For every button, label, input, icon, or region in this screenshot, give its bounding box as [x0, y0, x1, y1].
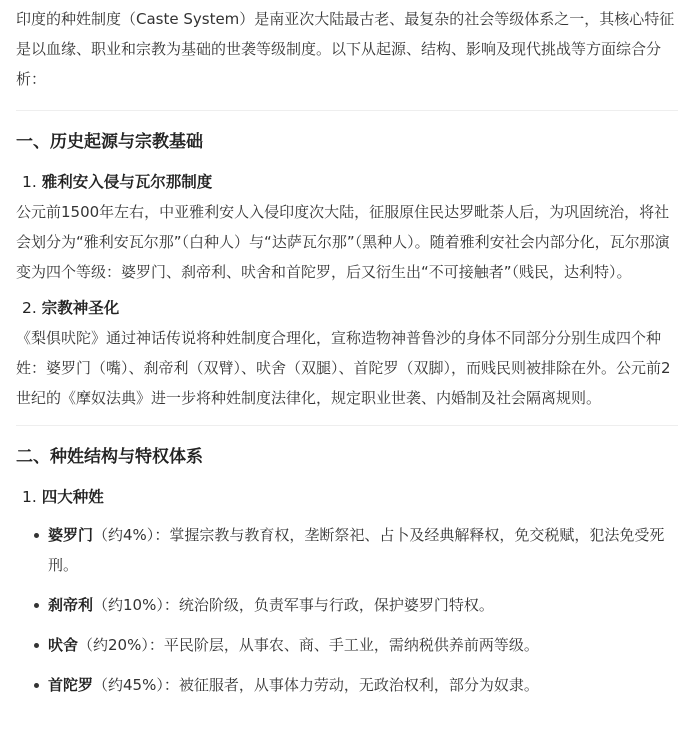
section1-sub2-heading [16, 293, 678, 323]
caste-name: 婆罗门 [48, 526, 94, 544]
caste-desc: ：被征服者，从事体力劳动，无政治权利，部分为奴隶。 [163, 676, 539, 694]
list-item [16, 590, 678, 620]
list-item [16, 630, 678, 660]
section2-sub1-heading [16, 482, 678, 512]
section1-sub1-heading [16, 167, 678, 197]
list-item [16, 520, 678, 580]
section1-sub1-title: 雅利安入侵与瓦尔那制度 [41, 173, 213, 191]
caste-share: （约45%） [93, 676, 164, 694]
section1-sub1-body: 公元前1500年左右，中亚雅利安人入侵印度次大陆，征服原住民达罗毗荼人后，为巩固统治，将社会划分为“雅利安瓦尔那”（白种人）与“达萨瓦尔那”（黑种人）。随着雅利安社会内部分化，瓦尔那演变为四个等级：婆罗门、刹帝利、吠舍和首陀罗，后又衍生出“不可接触者”（贱民，达利特）。 [16, 203, 670, 281]
section1-sub2-number: 2. [22, 299, 37, 317]
divider [16, 425, 678, 426]
caste-share: （约4%） [93, 526, 155, 544]
divider [16, 110, 678, 111]
section1-sub1-number: 1. [22, 173, 37, 191]
caste-desc: ：统治阶级，负责军事与行政，保护婆罗门特权。 [163, 596, 494, 614]
section1-title: 一、历史起源与宗教基础 [16, 132, 203, 152]
section2-sub1-number: 1. [22, 488, 37, 506]
bullet-icon [34, 533, 39, 538]
section1-sub2-body: 《梨俱吠陀》通过神话传说将种姓制度合理化，宣称造物神普鲁沙的身体不同部分分别生成四个种姓：婆罗门（嘴）、刹帝利（双臂）、吠舍（双腿）、首陀罗（双脚），而贱民则被排除在外。公元前2世纪的《摩奴法典》进一步将种姓制度法律化，规定职业世袭、内婚制及社会隔离规则。 [16, 329, 671, 407]
caste-share: （约10%） [93, 596, 164, 614]
caste-name: 吠舍 [48, 636, 79, 654]
caste-desc: ：平民阶层，从事农、商、手工业，需纳税供养前两等级。 [148, 636, 539, 654]
section2-sub1-title: 四大种姓 [41, 488, 104, 506]
caste-desc: ：掌握宗教与教育权，垄断祭祀、占卜及经典解释权，免交税赋，犯法免受死刑。 [48, 526, 665, 574]
bullet-icon [34, 603, 39, 608]
caste-share: （约20%） [78, 636, 149, 654]
caste-list [16, 520, 678, 700]
caste-name: 首陀罗 [48, 676, 94, 694]
section1-sub2-title: 宗教神圣化 [41, 299, 120, 317]
caste-name: 刹帝利 [48, 596, 94, 614]
list-item [16, 670, 678, 700]
intro-paragraph: 印度的种姓制度（Caste System）是南亚次大陆最古老、最复杂的社会等级体系之一，其核心特征是以血缘、职业和宗教为基础的世袭等级制度。以下从起源、结构、影响及现代挑战等方面综合分析： [16, 10, 675, 88]
bullet-icon [34, 643, 39, 648]
bullet-icon [34, 683, 39, 688]
section2-title: 二、种姓结构与特权体系 [16, 447, 203, 467]
